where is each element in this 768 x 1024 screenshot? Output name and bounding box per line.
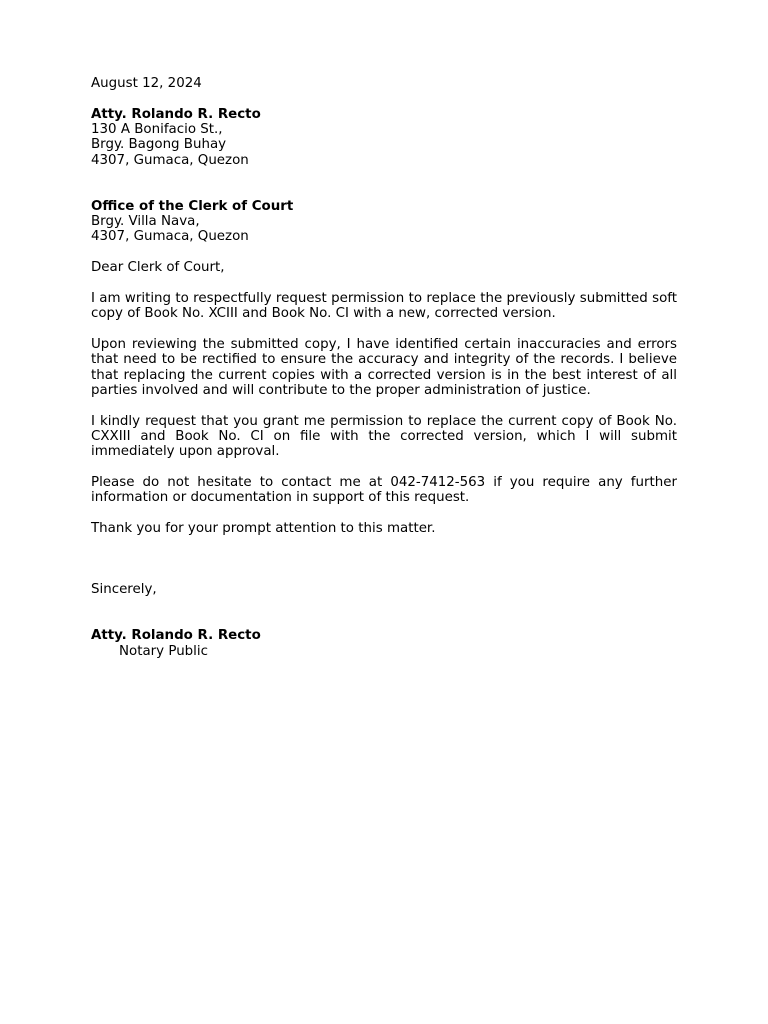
recipient-address-line: Brgy. Villa Nava, xyxy=(91,214,200,230)
signature-name: Atty. Rolando R. Recto xyxy=(91,628,261,644)
body-paragraph: I kindly request that you grant me permission to replace the current copy of Book No. CXXIII and Book No. CI on file with the corrected version, which I will submit immediately upon approval. xyxy=(91,413,677,460)
sender-name: Atty. Rolando R. Recto xyxy=(91,106,261,122)
spacer xyxy=(91,598,677,629)
letter-date: August 12, 2024 xyxy=(91,76,202,91)
spacer xyxy=(91,91,677,106)
spacer xyxy=(91,275,677,290)
body-paragraph: Please do not hesitate to contact me at 042-7412-563 if you require any further information or documentation in support of this request. xyxy=(91,474,677,506)
salutation: Dear Clerk of Court, xyxy=(91,260,225,276)
body-paragraph: I am writing to respectfully request permission to replace the previously submitted soft copy of Book No. XCIII and Book No. CI with a new, corrected version. xyxy=(91,290,677,322)
spacer xyxy=(91,536,677,582)
spacer xyxy=(91,460,677,475)
signature-block xyxy=(91,628,677,659)
spacer xyxy=(91,245,677,260)
sender-address-line: Brgy. Bagong Buhay xyxy=(91,137,227,153)
body-paragraph: Upon reviewing the submitted copy, I have identified certain inaccuracies and errors that need to be rectified to ensure the accuracy and integrity of the records. I believe that replacing the current copies with a corrected version is in the best interest of all parties involved and will contribute to the proper administration of justice. xyxy=(91,336,677,398)
sender-address-line: 130 A Bonifacio St., xyxy=(91,122,223,138)
spacer xyxy=(91,168,677,199)
recipient-block xyxy=(91,199,677,245)
sender-block xyxy=(91,107,677,168)
recipient-name: Office of the Clerk of Court xyxy=(91,198,294,214)
spacer xyxy=(91,398,677,413)
closing: Sincerely, xyxy=(91,582,157,598)
recipient-address-line: 4307, Gumaca, Quezon xyxy=(91,229,249,245)
body-paragraph: Thank you for your prompt attention to this matter. xyxy=(91,520,436,536)
letter xyxy=(91,76,677,659)
sender-address-line: 4307, Gumaca, Quezon xyxy=(91,152,249,168)
signature-title: Notary Public xyxy=(119,643,208,659)
spacer xyxy=(91,322,677,337)
spacer xyxy=(91,506,677,521)
